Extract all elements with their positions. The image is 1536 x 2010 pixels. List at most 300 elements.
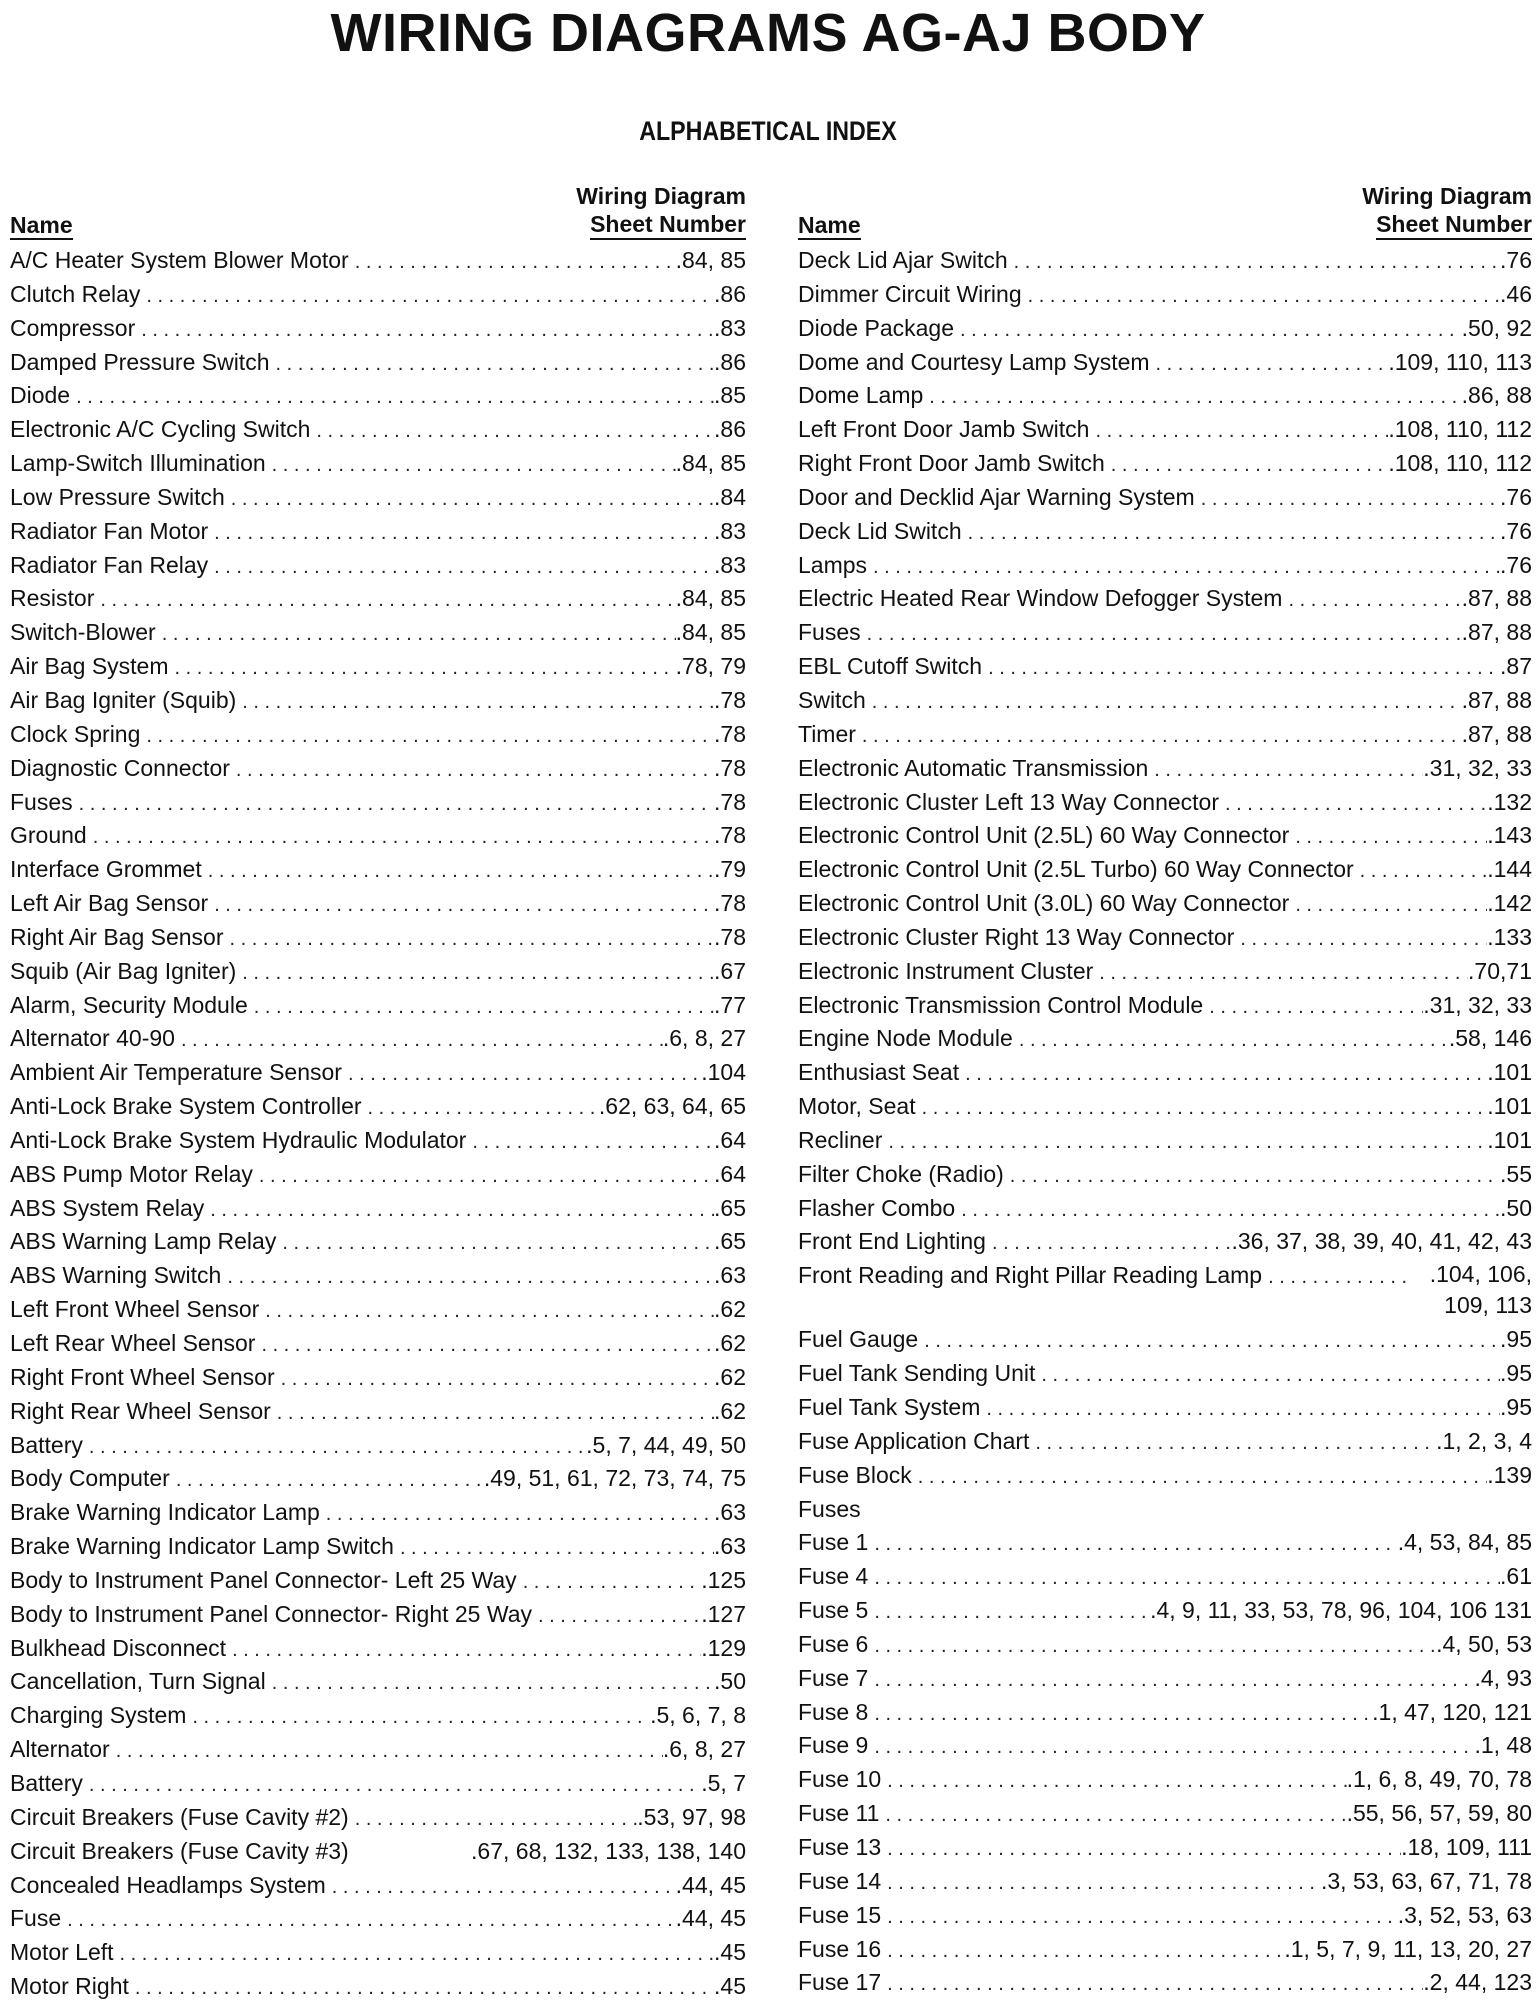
- sheet-header-line2: Sheet Number: [590, 210, 746, 240]
- index-entry: [798, 1560, 1532, 1594]
- entry-name: Radiator Fan Relay: [10, 551, 209, 578]
- entry-sheet-numbers: .53, 97, 98: [637, 1803, 746, 1830]
- dot-leader: [874, 1526, 1397, 1560]
- entry-sheet-numbers: .78: [714, 720, 746, 747]
- dot-leader: [1240, 921, 1487, 955]
- entry-sheet-numbers: .76: [1500, 517, 1532, 544]
- entry-name: Fuse 15: [798, 1901, 882, 1928]
- entry-sheet-numbers: .55: [1500, 1160, 1532, 1187]
- index-entry: [798, 1831, 1532, 1865]
- index-entry: [10, 1767, 746, 1801]
- entry-name: Enthusiast Seat: [798, 1059, 960, 1086]
- sheet-number-header: [1362, 182, 1532, 240]
- dot-leader: [146, 718, 714, 752]
- entry-name: Fuse 11: [798, 1800, 880, 1827]
- dot-leader: [874, 1662, 1474, 1696]
- index-entry: [798, 718, 1532, 752]
- index-entries-left: [10, 244, 746, 2004]
- dot-leader: [332, 1869, 676, 1903]
- index-entry: [10, 1835, 746, 1869]
- entry-sheet-numbers: .3, 52, 53, 63: [1397, 1901, 1532, 1928]
- entry-sheet-numbers: .101: [1487, 1059, 1532, 1086]
- dot-leader: [355, 244, 676, 278]
- entry-sheet-numbers: .62, 63, 64, 65: [598, 1093, 746, 1120]
- index-entry: [10, 1665, 746, 1699]
- dot-leader: [872, 684, 1462, 718]
- entry-sheet-numbers: .45: [714, 1973, 746, 2000]
- index-entry: [10, 346, 746, 380]
- entry-name: Right Rear Wheel Sensor: [10, 1397, 271, 1424]
- dot-leader: [272, 1665, 714, 1699]
- dot-leader: [523, 1564, 702, 1598]
- index-entry: [798, 1056, 1532, 1090]
- entry-sheet-numbers: .6, 8, 27: [662, 1025, 746, 1052]
- dot-leader: [992, 1225, 1232, 1259]
- entry-name: Dimmer Circuit Wiring: [798, 280, 1022, 307]
- dot-leader: [348, 1056, 701, 1090]
- entry-name: Electronic Cluster Left 13 Way Connector: [798, 788, 1219, 815]
- dot-leader: [874, 1594, 1150, 1628]
- index-entry: [798, 989, 1532, 1023]
- entry-name: Right Front Wheel Sensor: [10, 1363, 275, 1390]
- entry-sheet-numbers: .95: [1500, 1326, 1532, 1353]
- index-entry: [798, 1090, 1532, 1124]
- index-entry: [10, 718, 746, 752]
- index-entry: [10, 1530, 746, 1564]
- entry-sheet-numbers: .67: [714, 957, 746, 984]
- entry-name: Fuse 7: [798, 1664, 869, 1691]
- dot-leader: [929, 379, 1461, 413]
- entry-sheet-numbers: .5, 7, 44, 49, 50: [586, 1431, 746, 1458]
- dot-leader: [141, 312, 714, 346]
- index-entry: [798, 278, 1532, 312]
- index-entry: [10, 989, 746, 1023]
- entry-sheet-numbers: .104, 106, 109, 113: [1429, 1261, 1532, 1319]
- entry-sheet-numbers: .87, 88: [1461, 686, 1532, 713]
- dot-leader: [176, 1462, 484, 1496]
- index-entry: [10, 887, 746, 921]
- index-entry: [798, 1899, 1532, 1933]
- dot-leader: [116, 1733, 663, 1767]
- entry-sheet-numbers: .1, 2, 3, 4: [1436, 1427, 1532, 1454]
- index-entry: [10, 1801, 746, 1835]
- dot-leader: [282, 1225, 714, 1259]
- entry-name: Damped Pressure Switch: [10, 348, 270, 375]
- index-entry: [10, 684, 746, 718]
- entry-sheet-numbers: .108, 110, 112: [1388, 416, 1532, 443]
- dot-leader: [1201, 481, 1500, 515]
- sheet-number-header: [576, 182, 746, 240]
- entry-sheet-numbers: .65: [714, 1228, 746, 1255]
- entry-name: ABS System Relay: [10, 1194, 205, 1221]
- dot-leader: [1019, 1022, 1449, 1056]
- entry-sheet-numbers: .64: [714, 1126, 746, 1153]
- column-header: [798, 180, 1532, 242]
- index-entry: [10, 1733, 746, 1767]
- entry-sheet-numbers: .45: [714, 1939, 746, 1966]
- index-entry: [10, 549, 746, 583]
- dot-leader: [272, 447, 676, 481]
- entry-name: Switch-Blower: [10, 619, 156, 646]
- index-entry: [10, 1598, 746, 1632]
- entry-name: Deck Lid Switch: [798, 517, 962, 544]
- index-entry: [798, 1225, 1532, 1259]
- entry-sheet-numbers: .1, 48: [1474, 1732, 1532, 1759]
- dot-leader: [1014, 244, 1500, 278]
- entry-name: Anti-Lock Brake System Controller: [10, 1093, 362, 1120]
- entry-name: Fuse 16: [798, 1935, 882, 1962]
- entry-sheet-numbers: .78: [714, 788, 746, 815]
- index-entry: [10, 1970, 746, 2004]
- dot-leader: [472, 1124, 714, 1158]
- index-entry: [798, 1729, 1532, 1763]
- index-entry: [10, 752, 746, 786]
- entry-name: Electronic Cluster Right 13 Way Connector: [798, 923, 1235, 950]
- entry-sheet-numbers: .127: [701, 1600, 746, 1627]
- entry-sheet-numbers: .76: [1500, 483, 1532, 510]
- entry-sheet-numbers: .2, 44, 123: [1423, 1969, 1532, 1996]
- entry-sheet-numbers: .77: [714, 991, 746, 1018]
- index-entry: [798, 379, 1532, 413]
- index-entry: [10, 1699, 746, 1733]
- dot-leader: [961, 1192, 1500, 1226]
- entry-sheet-numbers: .101: [1487, 1126, 1532, 1153]
- dot-leader: [162, 616, 676, 650]
- entry-sheet-numbers: .104: [701, 1059, 746, 1086]
- entry-name: Resistor: [10, 585, 95, 612]
- entry-name: EBL Cutoff Switch: [798, 653, 983, 680]
- entry-sheet-numbers: .31, 32, 33: [1423, 991, 1532, 1018]
- index-entry: [10, 1361, 746, 1395]
- index-entry: [798, 1966, 1532, 2000]
- entry-name: Fuse 8: [798, 1698, 869, 1725]
- entry-sheet-numbers: .4, 9, 11, 33, 53, 78, 96, 104, 106 131: [1150, 1597, 1532, 1624]
- entry-sheet-numbers: .46: [1500, 280, 1532, 307]
- index-entry: [798, 887, 1532, 921]
- dot-leader: [874, 1628, 1436, 1662]
- index-entry: [798, 1425, 1532, 1459]
- index-entry: [798, 549, 1532, 583]
- dot-leader: [181, 1022, 663, 1056]
- dot-leader: [214, 549, 714, 583]
- dot-leader: [986, 1391, 1500, 1425]
- entry-sheet-numbers: .63: [714, 1499, 746, 1526]
- entry-name: Charging System: [10, 1702, 187, 1729]
- entry-name: Timer: [798, 720, 856, 747]
- entry-sheet-numbers: .4, 53, 84, 85: [1397, 1529, 1532, 1556]
- index-entry: [10, 244, 746, 278]
- dot-leader: [885, 1797, 1346, 1831]
- name-header: Name: [10, 212, 73, 238]
- entry-name: Engine Node Module: [798, 1025, 1013, 1052]
- index-entry: [10, 1124, 746, 1158]
- entry-name: Fuse Block: [798, 1461, 912, 1488]
- index-entry: [798, 819, 1532, 853]
- index-entry: [10, 955, 746, 989]
- dot-leader: [922, 1090, 1488, 1124]
- index-entries-right: [798, 244, 1532, 2000]
- entry-name: Right Front Door Jamb Switch: [798, 450, 1105, 477]
- entry-sheet-numbers: .101: [1487, 1093, 1532, 1120]
- entry-sheet-numbers: .61: [1500, 1563, 1532, 1590]
- entry-name: Diode Package: [798, 314, 954, 341]
- entry-name: Battery: [10, 1431, 83, 1458]
- entry-name: Electric Heated Rear Window Defogger System: [798, 585, 1283, 612]
- index-entry: [798, 1259, 1532, 1323]
- entry-name: Front Reading and Right Pillar Reading Lamp: [798, 1262, 1263, 1289]
- entry-sheet-numbers: .6, 8, 27: [662, 1736, 746, 1763]
- dot-leader: [254, 989, 714, 1023]
- entry-sheet-numbers: .67, 68, 132, 133, 138, 140: [471, 1837, 746, 1864]
- entry-name: Dome and Courtesy Lamp System: [798, 348, 1150, 375]
- dot-leader: [1295, 887, 1487, 921]
- entry-sheet-numbers: .1, 47, 120, 121: [1372, 1698, 1532, 1725]
- entry-sheet-numbers: .85: [714, 382, 746, 409]
- dot-leader: [400, 1530, 714, 1564]
- entry-name: Electronic Control Unit (2.5L) 60 Way Connector: [798, 822, 1290, 849]
- entry-sheet-numbers: .109, 110, 113: [1388, 348, 1532, 375]
- entry-name: Interface Grommet: [10, 856, 202, 883]
- entry-sheet-numbers: .63: [714, 1533, 746, 1560]
- entry-sheet-numbers: .55, 56, 57, 59, 80: [1346, 1800, 1532, 1827]
- index-column-left: [10, 180, 746, 2004]
- dot-leader: [538, 1598, 701, 1632]
- dot-leader: [862, 718, 1462, 752]
- dot-leader: [1099, 955, 1468, 989]
- entry-name: Brake Warning Indicator Lamp Switch: [10, 1533, 394, 1560]
- entry-name: Cancellation, Turn Signal: [10, 1668, 266, 1695]
- entry-name: Brake Warning Indicator Lamp: [10, 1499, 320, 1526]
- dot-leader: [887, 1899, 1398, 1933]
- entry-name: Bulkhead Disconnect: [10, 1634, 227, 1661]
- entry-name: Clock Spring: [10, 720, 141, 747]
- entry-sheet-numbers: .5, 7: [701, 1769, 746, 1796]
- index-entry: [10, 1462, 746, 1496]
- entry-sheet-numbers: .49, 51, 61, 72, 73, 74, 75: [483, 1465, 746, 1492]
- entry-sheet-numbers: .44, 45: [675, 1871, 746, 1898]
- entry-sheet-numbers: .50, 92: [1461, 314, 1532, 341]
- entry-sheet-numbers: .84: [714, 483, 746, 510]
- entry-name: Door and Decklid Ajar Warning System: [798, 483, 1195, 510]
- dot-leader: [277, 1395, 714, 1429]
- index-entry: [10, 1327, 746, 1361]
- index-entry: [798, 481, 1532, 515]
- index-entry: [10, 1429, 746, 1463]
- dot-leader: [1111, 447, 1389, 481]
- index-entry: [798, 1933, 1532, 1967]
- dot-leader: [887, 1933, 1284, 1967]
- index-entry: [798, 650, 1532, 684]
- dot-leader: [874, 1729, 1474, 1763]
- dot-leader: [1154, 752, 1423, 786]
- index-entry: [798, 1323, 1532, 1357]
- entry-sheet-numbers: .70,71: [1468, 957, 1532, 984]
- dot-leader: [873, 549, 1500, 583]
- dot-leader: [888, 1124, 1487, 1158]
- entry-name: Fuse 1: [798, 1529, 869, 1556]
- name-header: Name: [798, 212, 861, 238]
- entry-name: Fuse 5: [798, 1597, 869, 1624]
- entry-name: Body to Instrument Panel Connector- Right 25 Way: [10, 1600, 533, 1627]
- entry-sheet-numbers: .78: [714, 923, 746, 950]
- entry-sheet-numbers: .50: [714, 1668, 746, 1695]
- dot-leader: [236, 752, 714, 786]
- entry-name: Dome Lamp: [798, 382, 924, 409]
- dot-leader: [887, 1966, 1423, 2000]
- entry-sheet-numbers: .3, 53, 63, 67, 71, 78: [1321, 1867, 1532, 1894]
- entry-sheet-numbers: .125: [701, 1566, 746, 1593]
- entry-sheet-numbers: .1, 6, 8, 49, 70, 78: [1346, 1766, 1532, 1793]
- entry-sheet-numbers: .132: [1487, 788, 1532, 815]
- entry-sheet-numbers: .76: [1500, 247, 1532, 273]
- index-entry: [10, 447, 746, 481]
- entry-sheet-numbers: .79: [714, 856, 746, 883]
- entry-sheet-numbers: .87: [1500, 653, 1532, 680]
- dot-leader: [355, 1801, 638, 1835]
- entry-name: Clutch Relay: [10, 280, 141, 307]
- entry-sheet-numbers: .65: [714, 1194, 746, 1221]
- dot-leader: [368, 1090, 599, 1124]
- entry-sheet-numbers: .84, 85: [675, 450, 746, 477]
- dot-leader: [887, 1763, 1346, 1797]
- dot-leader: [1156, 346, 1389, 380]
- entry-sheet-numbers: .87, 88: [1461, 585, 1532, 612]
- entry-name: Lamps: [798, 551, 868, 578]
- sheet-header-line2: Sheet Number: [1376, 210, 1532, 240]
- entry-name: Fuse 9: [798, 1732, 869, 1759]
- entry-name: Motor Right: [10, 1973, 129, 2000]
- index-entry: [10, 1192, 746, 1226]
- entry-name: Deck Lid Ajar Switch: [798, 247, 1008, 273]
- entry-name: ABS Warning Switch: [10, 1262, 222, 1289]
- entry-name: Circuit Breakers (Fuse Cavity #3): [10, 1837, 349, 1864]
- entry-sheet-numbers: .86: [714, 280, 746, 307]
- entry-sheet-numbers: .4, 93: [1474, 1664, 1532, 1691]
- dot-leader: [326, 1496, 714, 1530]
- entry-sheet-numbers: .143: [1487, 822, 1532, 849]
- index-entry: [10, 1293, 746, 1327]
- entry-name: Alarm, Security Module: [10, 991, 248, 1018]
- entry-name: Fuel Tank Sending Unit: [798, 1360, 1036, 1387]
- index-entry: [798, 1459, 1532, 1493]
- dot-leader: [231, 481, 714, 515]
- dot-leader: [867, 1493, 1532, 1527]
- dot-leader: [1041, 1357, 1500, 1391]
- entry-name: Electronic A/C Cycling Switch: [10, 416, 311, 443]
- dot-leader: [276, 346, 715, 380]
- entry-sheet-numbers: .62: [714, 1296, 746, 1323]
- entry-sheet-numbers: .62: [714, 1397, 746, 1424]
- entry-sheet-numbers: .86: [714, 348, 746, 375]
- entry-sheet-numbers: .58, 146: [1448, 1025, 1532, 1052]
- index-entry: [10, 616, 746, 650]
- entry-name: Alternator 40-90: [10, 1025, 175, 1052]
- entry-sheet-numbers: .18, 109, 111: [1401, 1833, 1532, 1860]
- dot-leader: [1288, 582, 1461, 616]
- entry-sheet-numbers: .62: [714, 1363, 746, 1390]
- entry-name: Circuit Breakers (Fuse Cavity #2): [10, 1803, 349, 1830]
- entry-name: Fuse 13: [798, 1833, 882, 1860]
- entry-name: Fuses: [798, 1495, 861, 1522]
- index-entry: [798, 244, 1532, 278]
- dot-leader: [242, 684, 714, 718]
- dot-leader: [79, 786, 714, 820]
- entry-sheet-numbers: .87, 88: [1461, 619, 1532, 646]
- entry-name: Fuse 10: [798, 1766, 882, 1793]
- entry-sheet-numbers: .95: [1500, 1360, 1532, 1387]
- index-subtitle: ALPHABETICAL INDEX: [639, 116, 897, 146]
- entry-sheet-numbers: .76: [1500, 551, 1532, 578]
- dot-leader: [67, 1902, 676, 1936]
- index-entry: [10, 650, 746, 684]
- entry-name: Fuel Gauge: [798, 1326, 919, 1353]
- dot-leader: [100, 582, 675, 616]
- index-entry: [10, 1022, 746, 1056]
- index-entry: [798, 752, 1532, 786]
- entry-name: Diagnostic Connector: [10, 754, 230, 781]
- entry-name: Left Air Bag Sensor: [10, 890, 209, 917]
- entry-name: Compressor: [10, 314, 136, 341]
- index-entry: [10, 1632, 746, 1666]
- dot-leader: [230, 921, 715, 955]
- index-entry: [798, 853, 1532, 887]
- dot-leader: [316, 413, 714, 447]
- index-entry: [798, 515, 1532, 549]
- index-entry: [10, 853, 746, 887]
- index-entry: [798, 1594, 1532, 1628]
- entry-sheet-numbers: .78: [714, 822, 746, 849]
- index-entry: [10, 786, 746, 820]
- dot-leader: [1268, 1259, 1414, 1293]
- entry-sheet-numbers: .78, 79: [675, 653, 746, 680]
- entry-name: ABS Warning Lamp Relay: [10, 1228, 277, 1255]
- entry-name: Flasher Combo: [798, 1194, 956, 1221]
- index-entry: [798, 684, 1532, 718]
- dot-leader: [120, 1936, 714, 1970]
- entry-sheet-numbers: .44, 45: [675, 1905, 746, 1932]
- dot-leader: [265, 1293, 714, 1327]
- index-entry: [798, 582, 1532, 616]
- index-entry: [798, 312, 1532, 346]
- entry-name: Filter Choke (Radio): [798, 1160, 1004, 1187]
- dot-leader: [918, 1459, 1487, 1493]
- entry-sheet-numbers: .83: [714, 314, 746, 341]
- dot-leader: [924, 1323, 1500, 1357]
- dot-leader: [874, 1560, 1500, 1594]
- index-entry: [10, 1869, 746, 1903]
- entry-sheet-numbers: .133: [1487, 923, 1532, 950]
- dot-leader: [76, 379, 714, 413]
- dot-leader: [89, 1429, 586, 1463]
- entry-name: Fuse 6: [798, 1630, 869, 1657]
- index-entry: [10, 481, 746, 515]
- index-entry: [10, 1902, 746, 1936]
- entry-sheet-numbers: .142: [1487, 890, 1532, 917]
- entry-sheet-numbers: .36, 37, 38, 39, 40, 41, 42, 43: [1231, 1228, 1532, 1255]
- index-entry: [798, 1124, 1532, 1158]
- dot-leader: [227, 1259, 714, 1293]
- index-entry: [798, 1628, 1532, 1662]
- index-entry: [798, 346, 1532, 380]
- dot-leader: [214, 515, 714, 549]
- entry-sheet-numbers: .84, 85: [675, 247, 746, 273]
- index-entry: [798, 616, 1532, 650]
- entry-name: Ground: [10, 822, 87, 849]
- dot-leader: [867, 616, 1462, 650]
- dot-leader: [261, 1327, 714, 1361]
- index-entry: [10, 312, 746, 346]
- entry-sheet-numbers: .78: [714, 754, 746, 781]
